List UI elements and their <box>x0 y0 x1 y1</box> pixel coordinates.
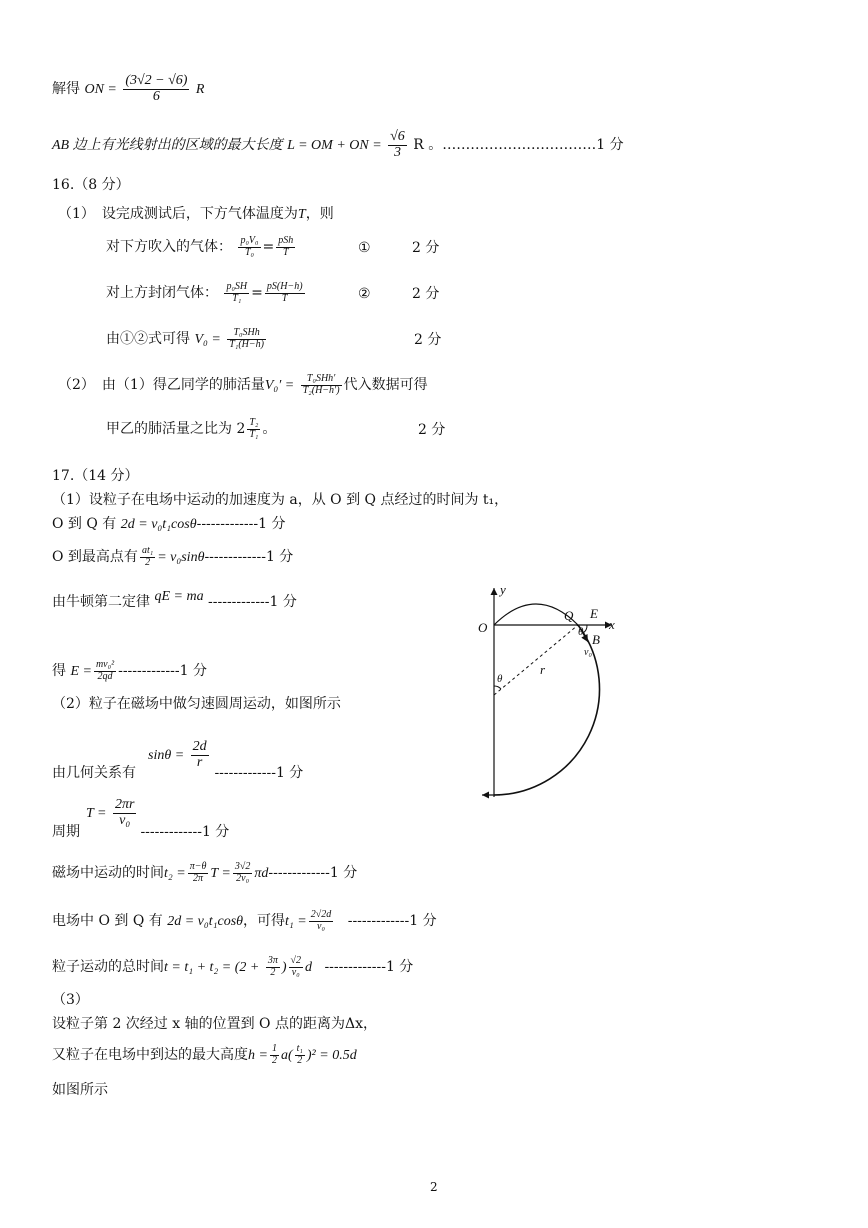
text: O 到 Q 有 <box>52 516 117 532</box>
fraction <box>233 862 253 884</box>
q16-score1: 2 分 <box>412 240 440 256</box>
frac-num: at₁ <box>141 545 154 556</box>
label-q: Q <box>564 608 574 623</box>
frac-den: 2 <box>297 1054 303 1066</box>
fraction <box>94 660 116 682</box>
label-b: B <box>592 632 600 647</box>
fraction <box>238 236 260 258</box>
q17-line9 <box>52 862 357 884</box>
score-text: -------------1 分 <box>347 913 437 929</box>
expr: t₁ = <box>285 914 307 929</box>
label-theta-q: θ <box>578 626 584 638</box>
q17-line3 <box>52 546 293 568</box>
q16-heading: 16.（8 分） <box>52 177 130 193</box>
expr: 2d = v₀t₁cosθ <box>167 914 244 929</box>
frac-den: T₁ <box>232 292 242 304</box>
frac-num: √6 <box>390 129 405 144</box>
magnetic-field-diagram <box>470 582 630 807</box>
fraction <box>265 282 305 304</box>
q17-line14 <box>52 1044 357 1066</box>
frac-den: T <box>281 292 288 304</box>
frac-num: T₀SHh′ <box>301 374 342 386</box>
label-theta-center: θ <box>497 673 503 685</box>
frac-num: T₂ <box>249 417 259 428</box>
text: 磁场中运动的时间 <box>52 865 164 881</box>
q17-line7 <box>52 765 303 782</box>
q17-line4 <box>52 589 297 612</box>
radius-dashed-line <box>494 625 578 695</box>
score-text: -------------1 分 <box>196 516 286 532</box>
expr: )² = 0.5d <box>306 1048 357 1063</box>
fraction-l <box>388 130 407 160</box>
q17-line2 <box>52 516 285 534</box>
score-text: -------------1 分 <box>140 824 230 840</box>
q16-part1 <box>58 206 334 224</box>
frac-den: T₀ <box>244 246 254 258</box>
text: 由①②式可得 <box>106 331 190 347</box>
fraction <box>289 956 304 978</box>
expr: 2d = v₀t₁cosθ <box>120 517 197 532</box>
fraction <box>227 328 266 350</box>
text: ，则 <box>305 206 334 222</box>
score-text: R 。……………………………1 分 <box>413 137 624 154</box>
score-text: -------------1 分 <box>214 765 304 781</box>
q16-score3: 2 分 <box>414 332 442 348</box>
frac-den: 2π <box>193 872 204 884</box>
fraction <box>301 374 342 396</box>
q16-score2: 2 分 <box>412 286 440 302</box>
q17-line6: （2）粒子在磁场中做匀速圆周运动，如图所示 <box>52 696 341 712</box>
fraction <box>188 862 209 884</box>
q16-part2 <box>58 374 428 396</box>
frac-num: √2 <box>290 955 301 966</box>
text: 甲乙的肺活量之比为 2 <box>106 421 246 437</box>
frac-den: v₀ <box>119 812 131 828</box>
fraction <box>309 910 334 932</box>
frac-den: 2 <box>271 1054 277 1066</box>
q16-ratio <box>106 418 276 440</box>
score-text: -------------1 分 <box>268 865 358 881</box>
text-jiede: 解得 <box>52 81 80 98</box>
frac-num: 1 <box>271 1043 277 1054</box>
expr: T = <box>210 866 231 881</box>
frac-num: t₁ <box>296 1043 303 1054</box>
frac-num: p₀SH <box>226 281 248 292</box>
frac-den: T₁(H−h) <box>229 338 264 350</box>
frac-num: 3π <box>267 955 278 966</box>
text: 电场中 O 到 Q 有 <box>52 913 163 929</box>
expr: πd <box>254 866 269 881</box>
fraction <box>276 236 295 258</box>
text: 又粒子在电场中到达的最大高度 <box>52 1047 248 1063</box>
expr: ) <box>281 960 287 975</box>
expr: d <box>305 960 312 975</box>
frac-num: 2d <box>192 739 207 754</box>
text-ab-region: AB 边上有光线射出的区域的最大长度 <box>52 138 283 154</box>
score-text: -------------1 分 <box>324 959 414 975</box>
expr: h = <box>248 1048 268 1063</box>
page-number: 2 <box>430 1180 438 1194</box>
frac-num: 3√2 <box>234 861 251 872</box>
score-text: -------------1 分 <box>118 663 207 679</box>
text: 。 <box>262 421 277 437</box>
frac-den: r <box>196 754 203 770</box>
label-y: y <box>500 582 506 597</box>
expr: a( <box>280 1048 293 1063</box>
q16-eq3 <box>106 328 268 350</box>
frac-num: 2√2d <box>310 909 332 920</box>
text: 得 <box>52 663 66 679</box>
frac-num: pSh <box>278 235 294 246</box>
q17-line1: （1）设粒子在电场中运动的加速度为 a，从 O 到 Q 点经过的时间为 t₁， <box>52 492 509 508</box>
frac-den: T <box>282 246 289 258</box>
score-text: -------------1 分 <box>204 549 294 565</box>
label-o: O <box>478 620 488 635</box>
fraction <box>266 956 280 978</box>
expr: E = <box>70 664 92 679</box>
text: 粒子运动的总时间 <box>52 959 164 975</box>
expr: V₀′ = <box>264 378 295 393</box>
q16-eq2 <box>106 282 307 304</box>
equals: = <box>262 239 275 255</box>
frac-den: 2 <box>145 556 151 568</box>
text: 对下方吹入的气体： <box>106 239 232 255</box>
frac-den: 2 <box>270 966 276 978</box>
text: 对上方封闭气体： <box>106 285 218 301</box>
var-t: T <box>297 207 306 222</box>
fraction <box>295 1044 305 1066</box>
frac-den: 3 <box>393 144 401 160</box>
frac-den: T₂(H−h′) <box>302 384 340 396</box>
label-x: x <box>609 617 615 632</box>
q16-mark1: ① <box>358 240 371 256</box>
frac-num: pS(H−h) <box>266 281 303 292</box>
q17-line15: 如图所示 <box>52 1082 108 1098</box>
text: O 到最高点有 <box>52 549 138 565</box>
fraction-on <box>123 74 189 104</box>
label-e: E <box>590 606 598 621</box>
text: 由牛顿第二定律 <box>52 594 150 610</box>
angle-arc-center <box>494 686 501 689</box>
line-solution-on <box>52 74 204 104</box>
q17-line5 <box>52 660 207 682</box>
frac-num: π−θ <box>189 861 207 872</box>
diagram-svg <box>470 582 630 807</box>
expr: V₀ = <box>194 332 221 347</box>
q16-score4: 2 分 <box>418 422 446 438</box>
frac-den: 6 <box>152 88 160 104</box>
expr-l: L = OM + ON = <box>287 138 382 154</box>
frac-den: v₀ <box>291 966 300 978</box>
equals: = <box>251 285 263 301</box>
expr-r: R <box>195 82 205 98</box>
frac-num: T₀SHh <box>227 328 266 340</box>
fraction <box>140 546 155 568</box>
q17-line8 <box>52 824 229 841</box>
frac-num: 2πr <box>114 797 135 812</box>
frac-den: v₀ <box>317 920 325 932</box>
expr: sinθ = <box>148 748 185 764</box>
q17-line10 <box>52 910 437 932</box>
frac-den: 2v₀ <box>236 872 250 884</box>
expr: qE = ma <box>154 589 204 604</box>
q17-line11 <box>52 956 413 978</box>
score-text: -------------1 分 <box>208 594 297 610</box>
text: 代入数据可得 <box>343 377 428 393</box>
q17-line13: 设粒子第 2 次经过 x 轴的位置到 O 点的距离为Δx， <box>52 1016 377 1032</box>
expr: t₂ = <box>164 866 186 881</box>
frac-num: (3√2 − √6) <box>125 73 188 88</box>
text: （1） 设完成测试后，下方气体温度为 <box>58 206 298 222</box>
frac-num: p₀V₀ <box>240 235 259 246</box>
frac-num: mv₀² <box>95 659 115 670</box>
text: 周期 <box>52 824 80 840</box>
expr: = v₀sinθ <box>157 550 205 565</box>
q17-line12: （3） <box>52 992 89 1008</box>
text: ，可得 <box>243 913 286 929</box>
q17-heading: 17.（14 分） <box>52 468 139 484</box>
text: （2） 由（1）得乙同学的肺活量 <box>58 377 265 393</box>
fraction <box>224 282 249 304</box>
fraction <box>270 1044 279 1066</box>
text: 由几何关系有 <box>52 765 136 781</box>
frac-den: 2qd <box>97 670 113 682</box>
fraction <box>247 418 260 440</box>
expr: T = <box>86 806 107 822</box>
q16-eq1 <box>106 236 297 258</box>
label-v0: v₀ <box>584 647 592 658</box>
expr: t = t₁ + t₂ = (2 + <box>164 960 260 975</box>
frac-den: T₁ <box>249 428 259 440</box>
q16-mark2: ② <box>358 286 371 302</box>
line-max-length <box>52 130 624 160</box>
label-r: r <box>540 662 546 677</box>
expr-on: ON = <box>84 82 117 98</box>
